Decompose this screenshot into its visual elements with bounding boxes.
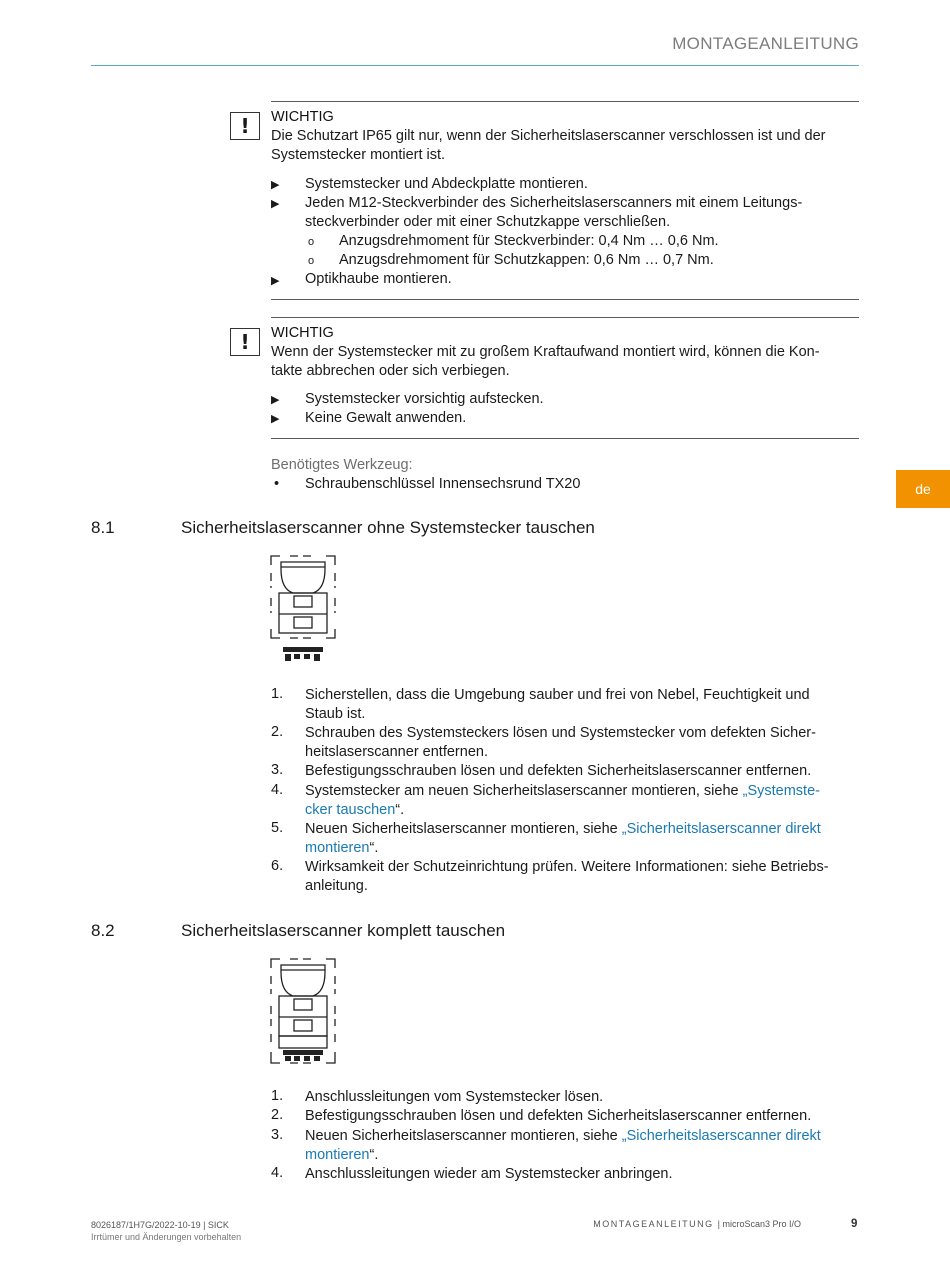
step-text: Befestigungsschrauben lösen und defekten Sicherheitslaserscanner entfernen. bbox=[305, 763, 812, 779]
xref-link[interactable]: „Systemste- bbox=[742, 783, 820, 799]
notice-top-rule bbox=[271, 317, 859, 318]
important-notice-2 bbox=[230, 317, 859, 441]
step-number: 4. bbox=[271, 1165, 284, 1181]
xref-link[interactable]: montieren bbox=[305, 840, 370, 856]
notice-substep: Anzugsdrehmoment für Steckverbinder: 0,4 Nm … 0,6 Nm. bbox=[339, 233, 719, 249]
xref-link[interactable]: montieren bbox=[305, 1147, 370, 1163]
xref-link[interactable]: „Sicherheitslaserscanner direkt bbox=[621, 821, 821, 837]
footer-doc-id: 8026187/1H7G/2022-10-19 | SICK bbox=[91, 1220, 229, 1230]
page-number: 9 bbox=[851, 1218, 858, 1230]
section-number: 8.2 bbox=[91, 921, 115, 940]
section-title: Sicherheitslaserscanner komplett tauschen bbox=[181, 921, 506, 940]
language-tab[interactable]: de bbox=[896, 470, 950, 508]
sub-bullet-icon: o bbox=[308, 255, 315, 267]
step-number: 2. bbox=[271, 1107, 284, 1123]
section-number: 8.1 bbox=[91, 518, 115, 537]
xref-link[interactable]: cker tauschen bbox=[305, 802, 396, 818]
step-text: Wirksamkeit der Schutzeinrichtung prüfen. Weitere Informationen: siehe Betriebs- bbox=[305, 859, 829, 875]
step-text: Befestigungsschrauben lösen und defekten Sicherheitslaserscanner entfernen. bbox=[305, 1108, 812, 1124]
step-arrow-icon: ▶ bbox=[271, 275, 280, 287]
footer-doc-info bbox=[91, 1219, 241, 1243]
step-arrow-icon: ▶ bbox=[271, 394, 280, 406]
step-text-pre: Neuen Sicherheitslaserscanner montieren, siehe bbox=[305, 1128, 622, 1144]
step-text-post: “. bbox=[395, 802, 405, 818]
tools-item: Schraubenschlüssel Innensechsrund TX20 bbox=[305, 476, 581, 492]
step-text: Sicherstellen, dass die Umgebung sauber und frei von Nebel, Feuchtigkeit und bbox=[305, 687, 810, 703]
step-text bbox=[305, 1146, 378, 1165]
step-text: Schrauben des Systemsteckers lösen und Systemstecker vom defekten Sicher- bbox=[305, 725, 816, 741]
step-text: Anschlussleitungen wieder am Systemstecker anbringen. bbox=[305, 1166, 673, 1182]
exclamation-icon: ! bbox=[230, 328, 260, 356]
notice-bottom-rule bbox=[271, 299, 859, 300]
step-text-post: “. bbox=[369, 1147, 379, 1163]
step-text bbox=[305, 1127, 821, 1146]
notice-step: Keine Gewalt anwenden. bbox=[305, 410, 467, 426]
notice-step-cont: steckverbinder oder mit einer Schutzkappe verschließen. bbox=[305, 214, 671, 230]
step-number: 2. bbox=[271, 724, 284, 740]
xref-link[interactable]: „Sicherheitslaserscanner direkt bbox=[621, 1128, 821, 1144]
notice-top-rule bbox=[271, 101, 859, 102]
header-divider bbox=[91, 65, 859, 66]
notice-step: Systemstecker vorsichtig aufstecken. bbox=[305, 391, 544, 407]
step-text-pre: Systemstecker am neuen Sicherheitslaserscanner montieren, siehe bbox=[305, 783, 743, 799]
section-title: Sicherheitslaserscanner ohne Systemstecker tauschen bbox=[181, 518, 595, 537]
step-number: 3. bbox=[271, 762, 284, 778]
step-text bbox=[305, 801, 404, 820]
step-arrow-icon: ▶ bbox=[271, 413, 280, 425]
step-number: 4. bbox=[271, 782, 284, 798]
footer-doc-type-label: MONTAGEANLEITUNG bbox=[593, 1219, 714, 1229]
step-text: Anschlussleitungen vom Systemstecker lösen. bbox=[305, 1089, 604, 1105]
notice-text-line: takte abbrechen oder sich verbiegen. bbox=[271, 363, 510, 379]
scanner-without-plug-icon bbox=[268, 553, 338, 665]
step-number: 6. bbox=[271, 858, 284, 874]
scanner-complete-icon bbox=[268, 956, 338, 1068]
notice-text-line: Wenn der Systemstecker mit zu großem Kraftaufwand montiert wird, können die Kon- bbox=[271, 344, 820, 360]
notice-title: WICHTIG bbox=[271, 109, 334, 125]
footer-doc-type bbox=[593, 1219, 801, 1229]
step-text bbox=[305, 839, 378, 858]
step-number: 1. bbox=[271, 686, 284, 702]
important-notice-1 bbox=[230, 101, 859, 301]
step-text bbox=[305, 820, 821, 839]
bullet-icon: • bbox=[274, 476, 280, 492]
step-number: 1. bbox=[271, 1088, 284, 1104]
step-text: heitslaserscanner entfernen. bbox=[305, 744, 488, 760]
step-arrow-icon: ▶ bbox=[271, 179, 280, 191]
notice-text-line: Systemstecker montiert ist. bbox=[271, 147, 446, 163]
notice-step: Optikhaube montieren. bbox=[305, 271, 452, 287]
notice-bottom-rule bbox=[271, 438, 859, 439]
notice-text-line: Die Schutzart IP65 gilt nur, wenn der Sicherheitslaserscanner verschlossen ist und der bbox=[271, 128, 826, 144]
sub-bullet-icon: o bbox=[308, 236, 315, 248]
step-number: 5. bbox=[271, 820, 284, 836]
step-arrow-icon: ▶ bbox=[271, 198, 280, 210]
step-text: anleitung. bbox=[305, 878, 368, 894]
notice-substep: Anzugsdrehmoment für Schutzkappen: 0,6 Nm … 0,7 Nm. bbox=[339, 252, 714, 268]
notice-step: Jeden M12-Steckverbinder des Sicherheitslaserscanners mit einem Leitungs- bbox=[305, 195, 803, 211]
step-text: Staub ist. bbox=[305, 706, 366, 722]
notice-title: WICHTIG bbox=[271, 325, 334, 341]
step-text-post: “. bbox=[369, 840, 379, 856]
exclamation-icon: ! bbox=[230, 112, 260, 140]
footer-product: | microScan3 Pro I/O bbox=[717, 1219, 801, 1229]
notice-step: Systemstecker und Abdeckplatte montieren. bbox=[305, 176, 588, 192]
step-number: 3. bbox=[271, 1127, 284, 1143]
footer-disclaimer: Irrtümer und Änderungen vorbehalten bbox=[91, 1232, 242, 1242]
step-text bbox=[305, 782, 820, 801]
step-text-pre: Neuen Sicherheitslaserscanner montieren, siehe bbox=[305, 821, 622, 837]
tools-label: Benötigtes Werkzeug: bbox=[271, 457, 413, 473]
header-title: MONTAGEANLEITUNG bbox=[672, 34, 859, 53]
